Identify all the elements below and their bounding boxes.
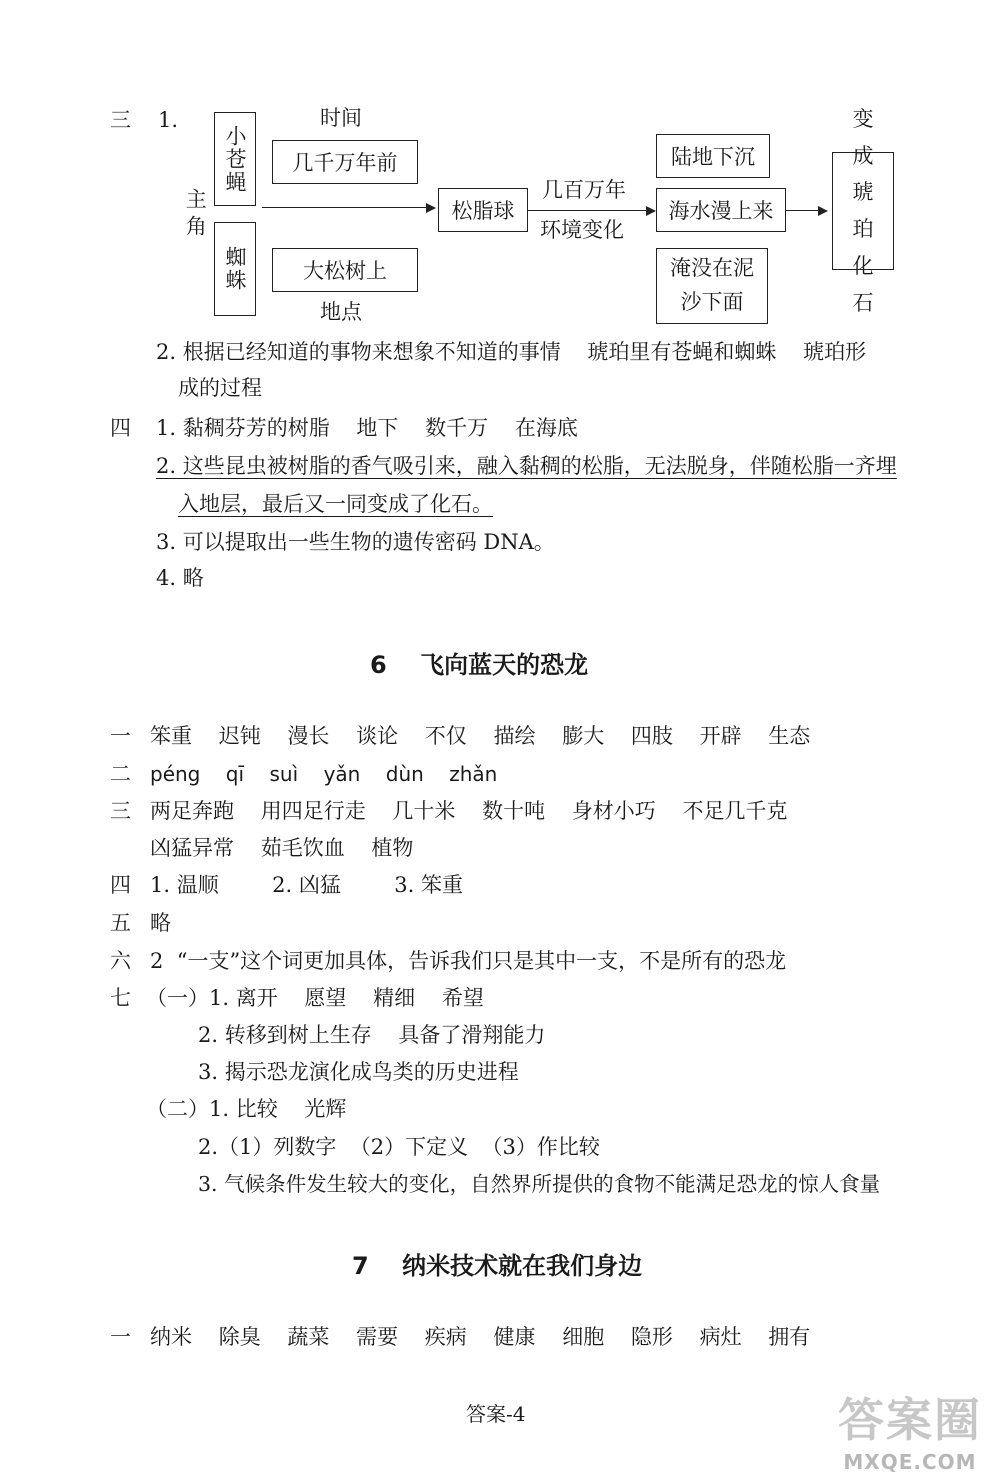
time-box-text: 几千万年前 bbox=[292, 151, 398, 175]
mid-top-label: 几百万年 bbox=[542, 178, 626, 202]
result-box bbox=[832, 106, 894, 315]
watermark-logo bbox=[838, 1384, 982, 1474]
l6-s7-b1: （二）1. 比较 光辉 bbox=[146, 1097, 347, 1121]
place-label: 地点 bbox=[320, 300, 362, 324]
stage-box-2 bbox=[656, 188, 786, 232]
place-box-text: 大松树上 bbox=[303, 259, 387, 283]
l6-s5-text: 略 bbox=[150, 911, 171, 935]
mid-bottom-label: 环境变化 bbox=[540, 218, 624, 242]
l6-s3-line2: 凶猛异常 茹毛饮血 植物 bbox=[150, 836, 414, 860]
resin-ball-box bbox=[438, 188, 528, 232]
l6-s1-label: 一 bbox=[110, 724, 131, 748]
connector-line-1 bbox=[262, 207, 426, 208]
l6-s2-pinyin: péng qī suì yǎn dùn zhǎn bbox=[150, 762, 498, 786]
l6-s7-a2: 2. 转移到树上生存 具备了滑翔能力 bbox=[198, 1023, 546, 1047]
l6-s6-text: 2 “一支”这个词更加具体，告诉我们只是其中一支，不是所有的恐龙 bbox=[150, 949, 787, 973]
section-label-4: 四 bbox=[110, 416, 131, 440]
section-label-3: 三 bbox=[110, 108, 131, 132]
box-fly bbox=[214, 112, 256, 206]
sec4-q3: 3. 可以提取出一些生物的遗传密码 DNA。 bbox=[156, 530, 555, 554]
stage-box-3-text: 淹没在泥沙下面 bbox=[670, 256, 754, 314]
page-number: 答案-4 bbox=[466, 1402, 526, 1426]
watermark-bottom: MXQE.COM bbox=[843, 1450, 977, 1474]
l7-s1-label: 一 bbox=[110, 1325, 131, 1349]
sec4-q4: 4. 略 bbox=[156, 566, 204, 590]
box-spider bbox=[214, 222, 256, 316]
place-box bbox=[272, 248, 418, 292]
l6-s3-label: 三 bbox=[110, 799, 131, 823]
stage-box-2-text: 海水漫上来 bbox=[668, 199, 774, 223]
sec4-q2-line2: 入地层，最后又一同变成了化石。 bbox=[178, 492, 493, 516]
l6-s7-a3: 3. 揭示恐龙演化成鸟类的历史进程 bbox=[198, 1060, 519, 1084]
l6-s7-a1: （一）1. 离开 愿望 精细 希望 bbox=[146, 986, 484, 1010]
l6-s3-line1: 两足奔跑 用四足行走 几十米 数十吨 身材小巧 不足几千克 bbox=[150, 799, 788, 823]
box-spider-text: 蜘蛛 bbox=[223, 246, 247, 292]
lesson7-title: 7 纳米技术就在我们身边 bbox=[352, 1252, 643, 1280]
stage-box-1 bbox=[656, 134, 770, 178]
sec4-q2-line1: 2. 这些昆虫被树脂的香气吸引来，融入黏稠的松脂，无法脱身，伴随松脂一齐埋 bbox=[156, 454, 897, 478]
question-number: 1. bbox=[158, 108, 179, 132]
result-box-text: 变成琥珀化石 bbox=[852, 106, 874, 315]
resin-ball-text: 松脂球 bbox=[451, 199, 515, 223]
l6-s4-text: 1. 温顺 2. 凶猛 3. 笨重 bbox=[150, 873, 463, 897]
l6-s7-label: 七 bbox=[110, 986, 131, 1010]
l6-s5-label: 五 bbox=[110, 911, 131, 935]
sec3-q2-line1: 2. 根据已经知道的事物来想象不知道的事情 琥珀里有苍蝇和蜘蛛 琥珀形 bbox=[156, 340, 867, 364]
watermark-top: 答案圈 bbox=[838, 1393, 982, 1447]
l6-s6-label: 六 bbox=[110, 949, 131, 973]
l6-s7-b2: 2.（1）列数字 （2）下定义 （3）作比较 bbox=[198, 1135, 600, 1159]
arrow-2 bbox=[646, 206, 656, 216]
connector-line-2 bbox=[528, 210, 646, 211]
lesson6-title: 6 飞向蓝天的恐龙 bbox=[370, 651, 589, 679]
arrow-3 bbox=[818, 206, 828, 216]
l6-s1-text: 笨重 迟钝 漫长 谈论 不仅 描绘 膨大 四肢 开辟 生态 bbox=[150, 724, 811, 748]
sec3-q2-line2: 成的过程 bbox=[178, 376, 262, 400]
time-label: 时间 bbox=[320, 106, 362, 130]
stage-box-1-text: 陆地下沉 bbox=[671, 145, 755, 169]
stage-box-3 bbox=[656, 248, 768, 324]
l6-s4-label: 四 bbox=[110, 873, 131, 897]
l7-s1-text: 纳米 除臭 蔬菜 需要 疾病 健康 细胞 隐形 病灶 拥有 bbox=[150, 1325, 811, 1349]
connector-line-3 bbox=[786, 210, 820, 211]
time-box bbox=[272, 140, 418, 184]
arrow-1 bbox=[426, 203, 436, 213]
l6-s2-label: 二 bbox=[110, 762, 131, 786]
protagonist-label: 主角 bbox=[183, 188, 208, 242]
l6-s7-b3: 3. 气候条件发生较大的变化，自然界所提供的食物不能满足恐龙的惊人食量 bbox=[198, 1172, 881, 1196]
box-fly-text: 小苍蝇 bbox=[223, 124, 247, 194]
sec4-q1: 1. 黏稠芬芳的树脂 地下 数千万 在海底 bbox=[156, 416, 578, 440]
